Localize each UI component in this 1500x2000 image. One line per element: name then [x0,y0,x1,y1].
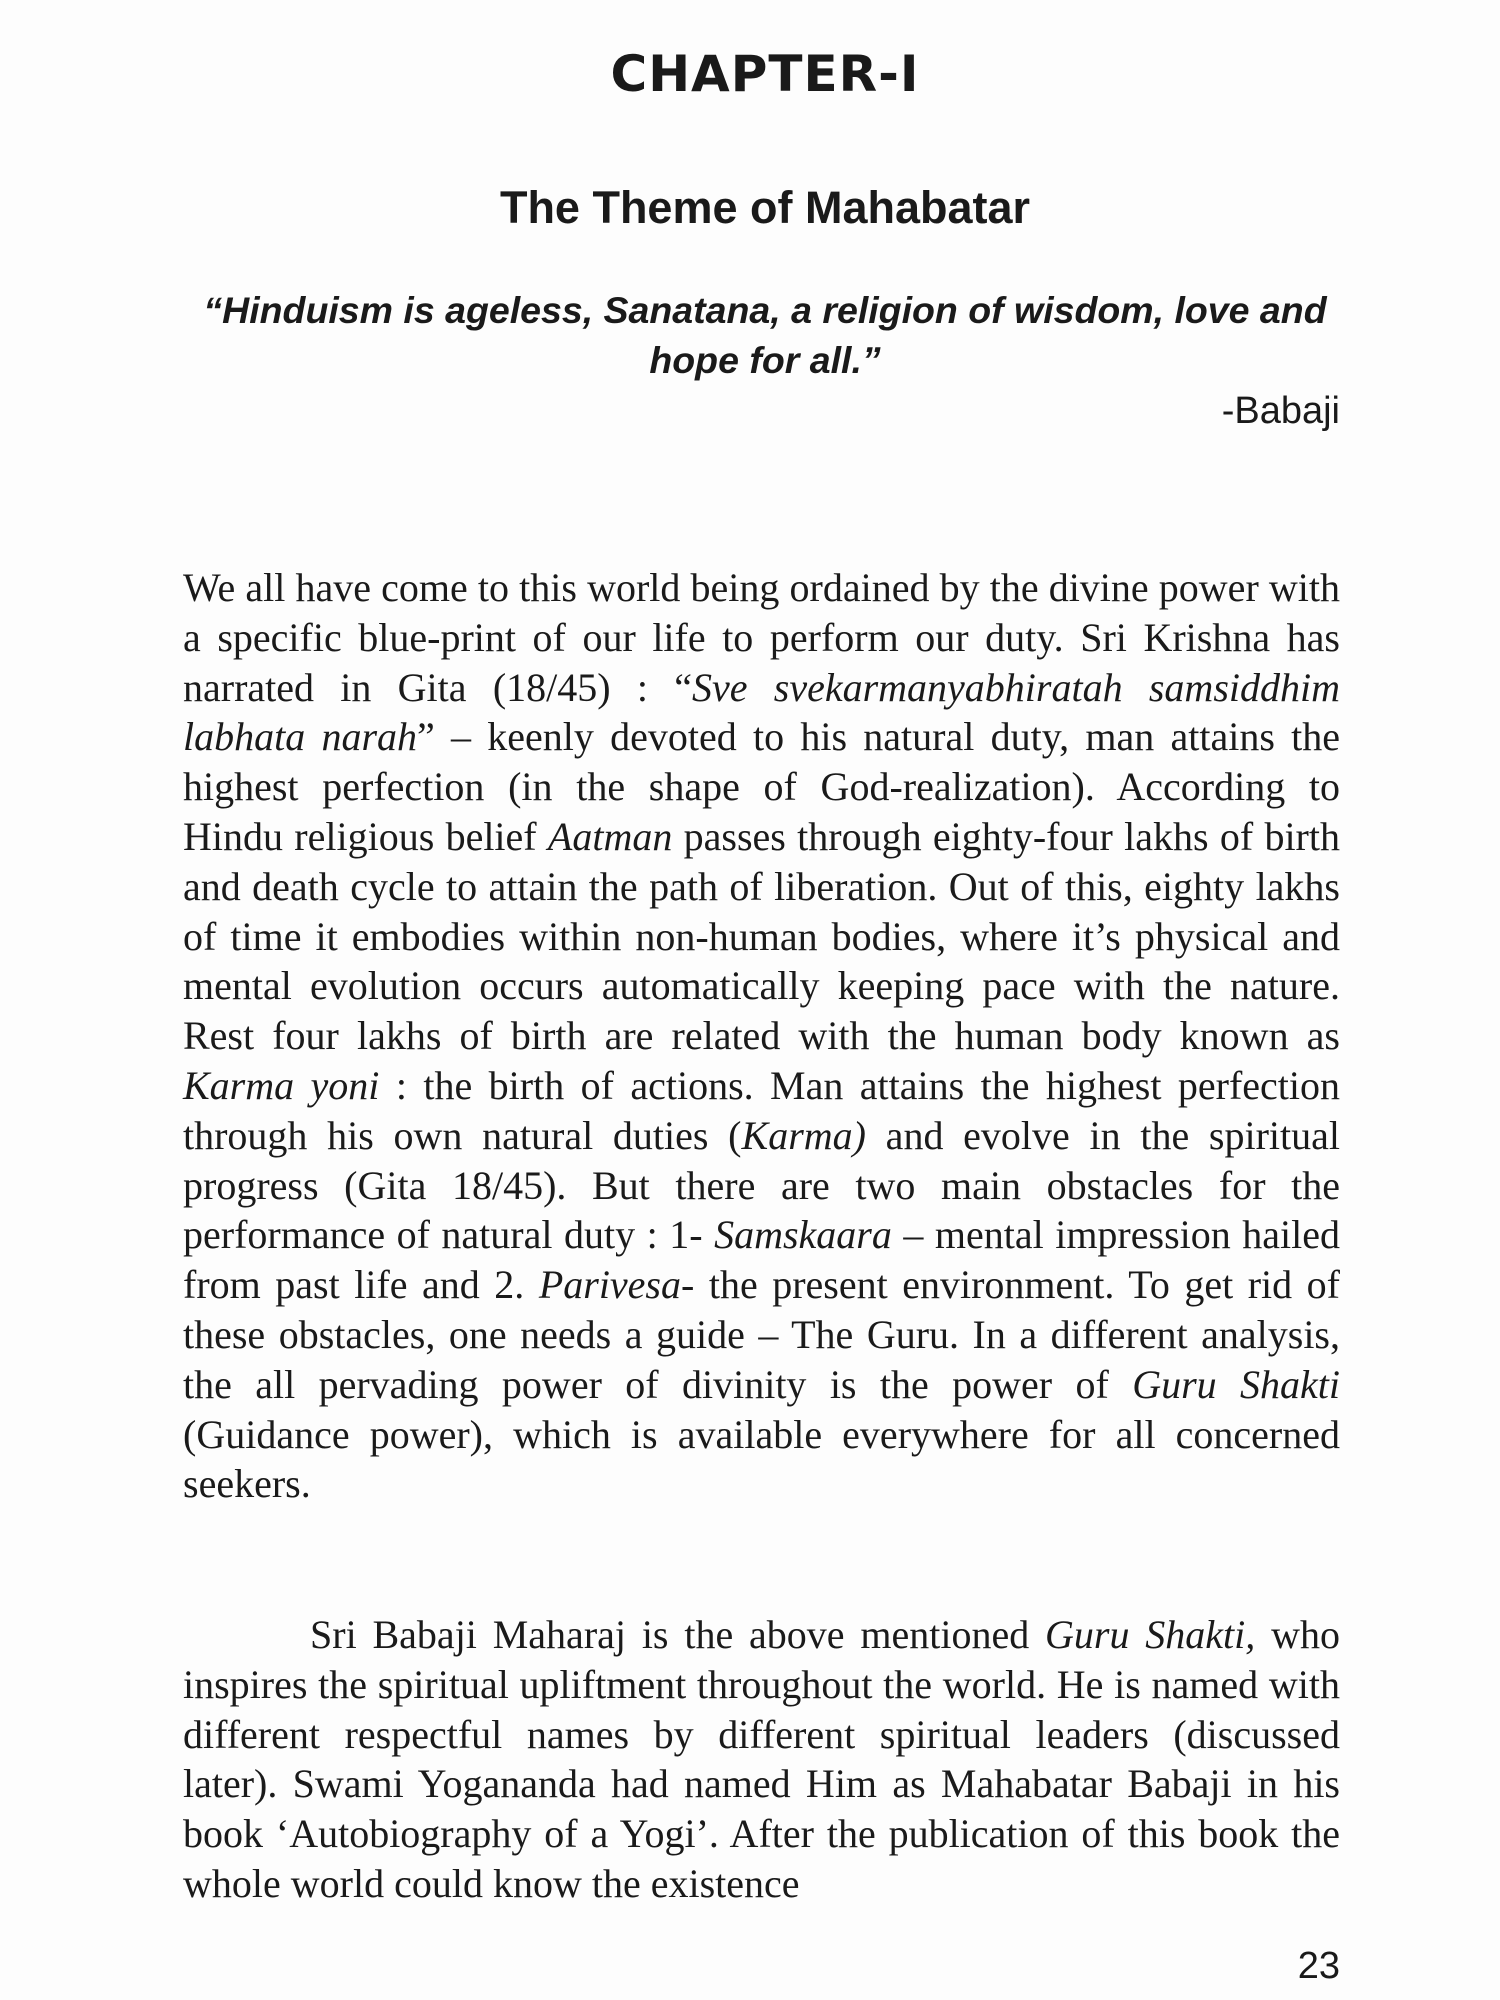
paragraph-text: – mental impression hailed from past life and 2. [183,1212,1340,1308]
paragraph-text: ” – keenly devoted to his natural duty, man attains the highest perfection (in the shape of God-realization). According to Hindu religious belief [183,714,1340,859]
body-paragraph-1 [183,563,1340,1509]
paragraph-text: Sri Babaji Maharaj is the above mentioned [310,1612,1046,1657]
italic-term: Parivesa [538,1262,681,1308]
paragraph-text: and evolve in the spiritual progress (Gita 18/45). But there are two main obstacles for the performance of natural duty : 1- [183,1112,1341,1258]
paragraph-text: who inspires the spiritual upliftment throughout the world. He is named with different respectful names by different spiritual leaders (discussed later). Swami Yogananda had named Him as Mahabatar Babaji in his book ‘Autobiography of a Yogi’. After the publication of this book the whole world could know the existence [183,1612,1341,1906]
chapter-title: The Theme of Mahabatar [499,182,1031,233]
paragraph-text: passes through eighty-four lakhs of birth and death cycle to attain the path of liberation. Out of this, eighty lakhs of time it embodies within non-human bodies, where it’s physical and mental evolution occurs automatically keeping pace with the nature. Rest four lakhs of birth are related with the human body known as [183,813,1340,1059]
paragraph-text: - the present environment. To get rid of these obstacles, one needs a guide – The Guru. In a different analysis, the all pervading power of divinity is the power of [183,1262,1340,1407]
paragraph-text: (Guidance power), which is available everywhere for all concerned seekers. [183,1411,1340,1507]
body-paragraph-2 [183,1610,1340,1909]
italic-term: Sve svekarmanyabhiratah samsiddhim labhata narah [183,664,1340,760]
epigraph-attribution: -Babaji [1221,390,1340,432]
paragraph-text: : the birth of actions. Man attains the highest perfection through his own natural duties ( [183,1062,1340,1158]
italic-term: Guru Shakti [1132,1361,1341,1407]
italic-term: Guru Shakti, [1045,1612,1256,1657]
italic-term: Karma yoni [183,1062,380,1108]
italic-term: Aatman [547,813,673,859]
italic-term: Samskaara [714,1212,892,1258]
chapter-heading: CHAPTER-I [610,45,920,103]
paragraph-text: We all have come to this world being ordained by the divine power with a specific blue-print of our life to perform our duty. Sri Krishna has narrated in Gita (18/45) : “ [183,565,1340,710]
epigraph-quote: “Hinduism is ageless, Sanatana, a religion of wisdom, love and hope for all.” [203,289,1327,381]
italic-term: Karma) [741,1112,866,1158]
page-number: 23 [1297,1945,1340,1987]
